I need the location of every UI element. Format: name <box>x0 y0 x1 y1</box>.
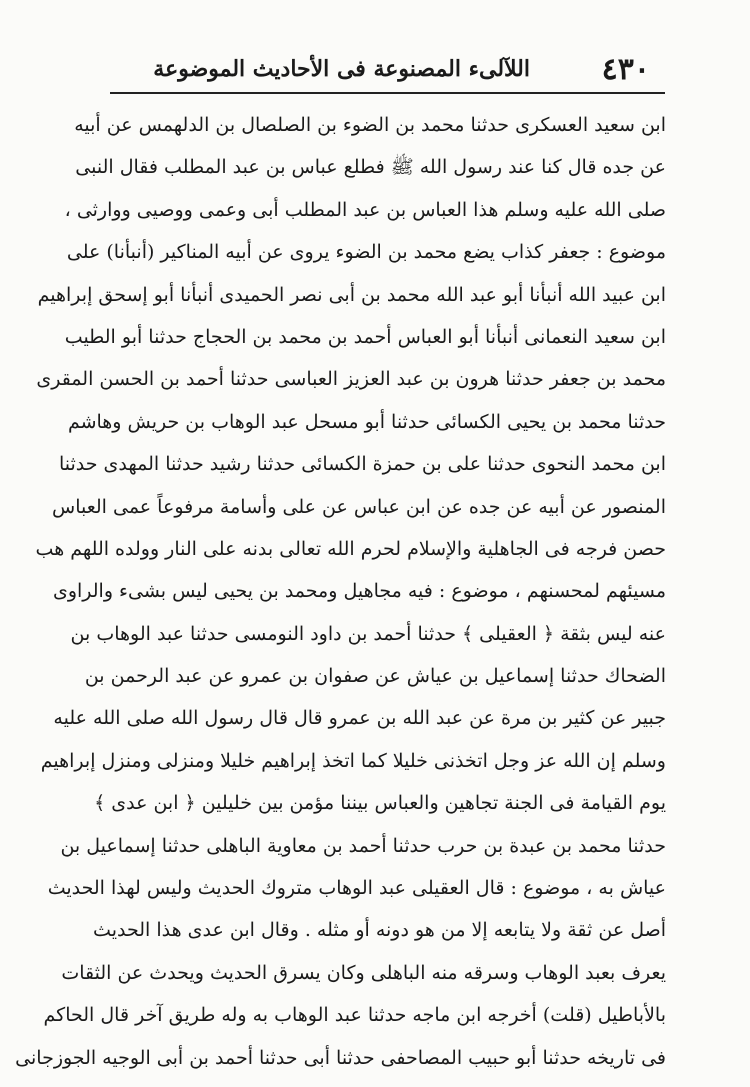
text-line: موضوع : جعفر كذاب يضع محمد بن الضوء يروى عن أبيه المناكير (أنبأنا) على <box>66 241 666 264</box>
text-line: حصن فرجه فى الجاهلية والإسلام لحرم الله تعالى بدنه على النار وولده اللهم هب <box>35 537 666 560</box>
text-line: عنه ليس بثقة ﴿ العقيلى ﴾ حدثنا أحمد بن داود النومسى حدثنا عبد الوهاب بن <box>70 622 666 645</box>
text-line: حدثنا محمد بن عبدة بن حرب حدثنا أحمد بن معاوية الباهلى حدثنا إسماعيل بن <box>60 834 666 857</box>
header-rule <box>110 92 665 94</box>
text-line: الضحاك حدثنا إسماعيل بن عياش عن صفوان بن عمرو عن عبد الرحمن بن <box>84 665 666 688</box>
text-line: وسلم إن الله عز وجل اتخذنى خليلا كما اتخذ إبراهيم خليلا ومنزلى ومنزل إبراهيم <box>40 749 666 772</box>
running-title: اللآلىء المصنوعة فى الأحاديث الموضوعة <box>153 56 530 82</box>
text-line: عياش به ، موضوع : قال العقيلى عبد الوهاب متروك الحديث وليس لهذا الحديث <box>47 877 666 900</box>
text-line: جبير عن كثير بن مرة عن عبد الله بن عمرو قال قال رسول الله صلى الله عليه <box>53 707 666 730</box>
text-line: صلى الله عليه وسلم هذا العباس بن عبد المطلب أبى وعمى ووصيى ووارثى ، <box>64 198 666 221</box>
text-line: ابن سعيد العسكرى حدثنا محمد بن الضوء بن الصلصال بن الدلهمس عن أبيه <box>74 114 666 136</box>
text-line: أصل عن ثقة ولا يتابعه إلا من هو دونه أو مثله . وقال ابن عدى هذا الحديث <box>93 919 666 942</box>
text-line: حدثنا محمد بن يحيى الكسائى حدثنا أبو مسحل عبد الوهاب بن حريش وهاشم <box>67 410 666 433</box>
page-header <box>130 50 650 90</box>
text-line: يعرف بعبد الوهاب وسرقه منه الباهلى وكان يسرق الحديث ويحدث عن الثقات <box>61 961 666 984</box>
text-line: عن جده قال كنا عند رسول الله ﷺ فطلع عباس بن عبد المطلب فقال النبى <box>75 156 666 179</box>
text-line: ابن عبيد الله أنبأنا أبو عبد الله محمد بن أبى نصر الحميدى أنبأنا أبو إسحق إبراهيم <box>37 283 666 306</box>
text-line: ابن سعيد النعمانى أنبأنا أبو العباس أحمد بن محمد بن الحجاج حدثنا أبو الطيب <box>64 325 666 348</box>
text-line: يوم القيامة فى الجنة تجاهين والعباس بيننا مؤمن بين خليلين ﴿ ابن عدى ﴾ <box>94 792 666 815</box>
text-body <box>15 104 666 1079</box>
text-line: ابن محمد النحوى حدثنا على بن حمزة الكسائى حدثنا رشيد حدثنا المهدى حدثنا <box>58 453 666 476</box>
text-line: فى تاريخه حدثنا أبو حبيب المصاحفى حدثنا أبى حدثنا أحمد بن أبى الوجيه الجوزجانى <box>15 1046 666 1069</box>
text-line: بالأباطيل (قلت) أخرجه ابن ماجه حدثنا عبد الوهاب به وله طريق آخر قال الحاكم <box>43 1004 666 1027</box>
text-line: مسيئهم لمحسنهم ، موضوع : فيه مجاهيل ومحمد بن يحيى ليس بشىء والراوى <box>52 580 666 603</box>
page-number: ٤٣٠ <box>601 52 650 87</box>
text-line: محمد بن جعفر حدثنا هرون بن عبد العزيز العباسى حدثنا أحمد بن الحسن المقرى <box>36 368 666 391</box>
text-line: المنصور عن أبيه عن جده عن ابن عباس عن على وأسامة مرفوعاً عمى العباس <box>52 495 666 518</box>
